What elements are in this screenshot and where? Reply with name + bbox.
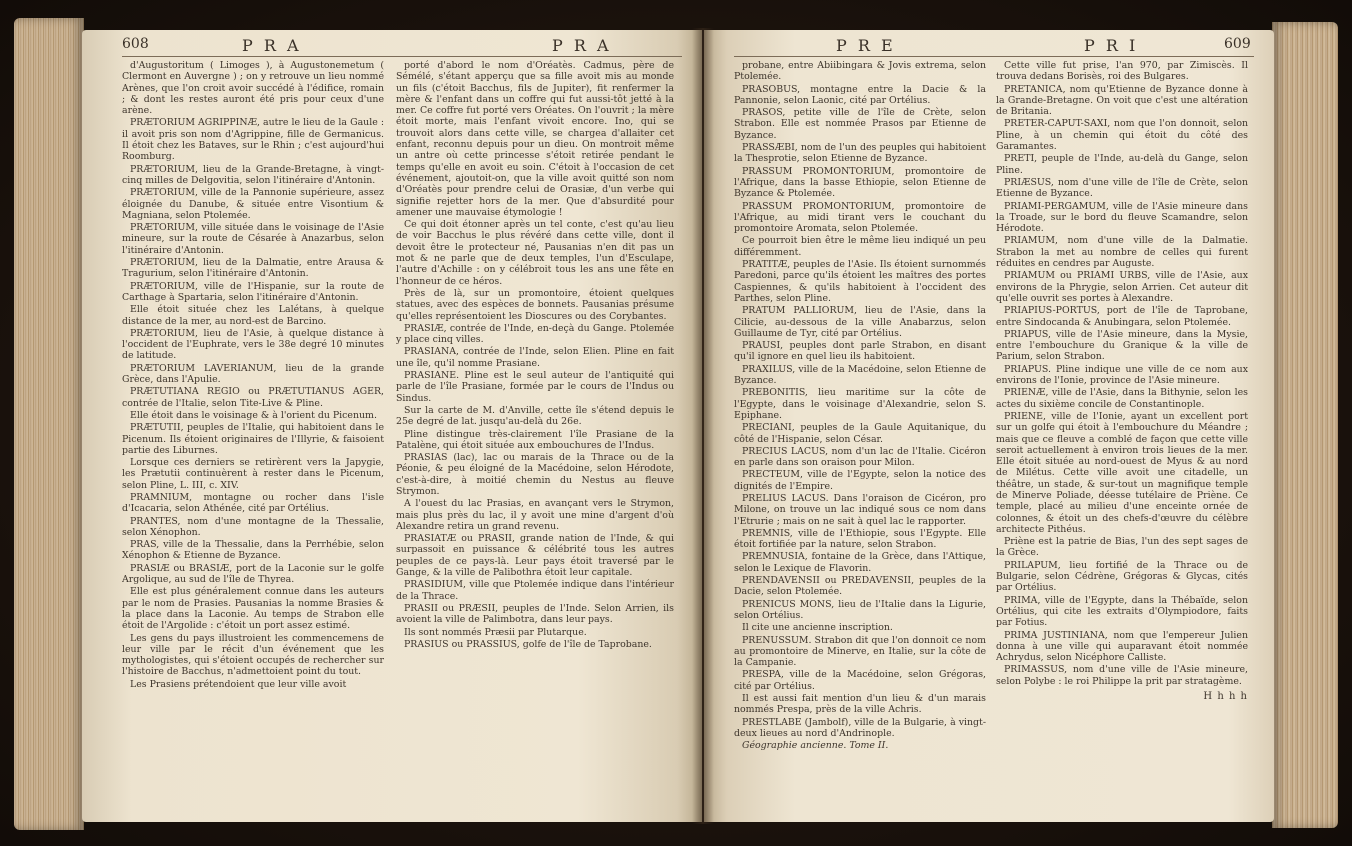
entry-paragraph: PRIMASSUS, nom d'une ville de l'Asie mineure, selon Polybe : le roi Philippe la prit par stratagème. bbox=[996, 664, 1248, 687]
entry-paragraph: Ce qui doit étonner après un tel conte, c'est qu'au lieu de voir Bacchus le plus révéré dans cette ville, dont il devoit être le protecteur né, Pausanias n'en dit pas un mot & ne parle que de deux temples, l'un d'Esculape, l'autre d'Achille : on y célébroit tous les ans une fête en l'honneur de ce héros. bbox=[396, 219, 674, 287]
entry-paragraph: PRIMA JUSTINIANA, nom que l'empereur Julien donna à une ville qui auparavant étoit nommée Achrydus, selon Nicéphore Calliste. bbox=[996, 629, 1248, 664]
entry-paragraph: Elle est plus généralement connue dans les auteurs par le nom de Prasies. Pausanias la nomme Brasies & la place dans la Laconie. Au temps de Strabon elle étoit de l'Argolide : c'étoit un port assez estimé. bbox=[122, 586, 384, 632]
entry-paragraph: PRASIAS (lac), lac ou marais de la Thrace ou de la Péonie, & peu éloigné de la Macédoine, selon Hérodote, c'est-à-dire, à moitié chemin du Nestus au fleuve Strymon. bbox=[396, 452, 674, 497]
entry-paragraph: PRÆTORIUM, ville de l'Hispanie, sur la route de Carthage à Spartaria, selon l'itinéraire d'Antonin. bbox=[122, 280, 384, 303]
entry-paragraph: PRENUSSUM. Strabon dit que l'on donnoit ce nom au promontoire de Minerve, en Italie, sur la côte de la Campanie. bbox=[734, 634, 986, 669]
entry-paragraph: porté d'abord le nom d'Oréatès. Cadmus, père de Sémélé, s'étant apperçu que sa fille avoit mis au monde un fils (c'étoit Bacchus, fils de Jupiter), fit renfermer la mère & l'enfant dans un coffre qui fut aussi-tôt jetté à la mer. Ce coffre fut porté vers Oréates. On l'ouvrit ; la mère étoit morte, mais l'enfant vivoit encore. Ino, qui se trouvoit alors dans cette ville, se chargea d'allaiter cet enfant, reconnu depuis pour un dieu. On montroit même un antre où cette princesse s'étoit retirée pendant le temps qu'elle en avoit eu soin. C'étoit à l'occasion de cet événement, ajoutoit-on, que la ville avoit quitté son nom d'Oréatès pour prendre celui de Orasiæ, d'un verbe qui signifie rejetter hors de la mer. Que d'absurdité pour amener une mauvaise étymologie ! bbox=[396, 60, 674, 218]
left-page-edges bbox=[14, 18, 84, 830]
running-head-left-col1: P R A bbox=[242, 36, 302, 55]
entry-paragraph: PRASIÆ, contrée de l'Inde, en-deçà du Gange. Ptolemée y place cinq villes. bbox=[396, 322, 674, 346]
entry-paragraph: PRÆTORIUM, ville située dans le voisinage de l'Asie mineure, sur la route de Césarée à Anazarbus, selon l'itinéraire d'Antonin. bbox=[122, 222, 384, 256]
entry-paragraph: PRECIANI, peuples de la Gaule Aquitanique, du côté de l'Hispanie, selon César. bbox=[734, 422, 986, 445]
entry-paragraph: PRIAPIUS-PORTUS, port de l'île de Taprobane, entre Sindocanda & Anubingara, selon Ptolemée. bbox=[996, 305, 1248, 328]
entry-paragraph: PRASOBUS, montagne entre la Dacie & la Pannonie, selon Laonic, cité par Ortélius. bbox=[734, 83, 986, 106]
entry-paragraph: PRATUM PALLIORUM, lieu de l'Asie, dans la Cilicie, au-dessous de la ville Anabarzus, selon Guillaume de Tyr, cité par Ortélius. bbox=[734, 305, 986, 339]
left-page bbox=[82, 30, 702, 822]
right-page-column-1 bbox=[734, 60, 986, 812]
entry-paragraph: Sur la carte de M. d'Anville, cette île s'étend depuis le 25e degré de lat. jusqu'au-delà du 26e. bbox=[396, 404, 674, 428]
entry-paragraph: d'Augustoritum ( Limoges ), à Augustonemetum ( Clermont en Auvergne ) ; on y retrouve un lieu nommé Arènes, que l'on croit avoir succédé à l'édifice, romain ; & dont les restes auront été pris pour ceux d'une arène. bbox=[122, 60, 384, 117]
entry-paragraph: PRECTEUM, ville de l'Egypte, selon la notice des dignités de l'Empire. bbox=[734, 469, 986, 492]
entry-paragraph: Il est aussi fait mention d'un lieu & d'un marais nommés Prespa, près de la ville Achris. bbox=[734, 693, 986, 716]
entry-paragraph: PRANTES, nom d'une montagne de la Thessalie, selon Xénophon. bbox=[122, 515, 384, 538]
entry-paragraph: PRILAPUM, lieu fortifié de la Thrace ou de Bulgarie, selon Cédrène, Grégoras & Glycas, cités par Ortélius. bbox=[996, 559, 1248, 594]
entry-paragraph: PRIENE, ville de l'Ionie, ayant un excellent port sur un golfe qui étoit à l'embouchure du Méandre ; mais que ce fleuve a comblé de façon que cette ville seroit actuellement à environ trois lieues de la mer. Elle étoit située au nord-ouest de Myus & au nord de Milétus. Cette ville avoit une citadelle, un théâtre, un stade, & sur-tout un magnifique temple de Minerve Poliade, déesse tutélaire de Priène. Ce temple, placé au milieu d'une enceinte ornée de colonnes, & étoit un des chefs-d'œuvre du célèbre architecte Pithéus. bbox=[996, 410, 1248, 535]
entry-paragraph: PRASIDIUM, ville que Ptolemée indique dans l'intérieur de la Thrace. bbox=[396, 579, 674, 602]
entry-paragraph: PRIAPUS. Pline indique une ville de ce nom aux environs de l'Ionie, province de l'Asie mineure. bbox=[996, 363, 1248, 387]
right-col1-text bbox=[734, 60, 986, 739]
entry-paragraph: Ils sont nommés Præsii par Plutarque. bbox=[404, 626, 587, 638]
entry-paragraph: PRÆTORIUM, lieu de la Grande-Bretagne, à vingt-cinq milles de Delgovitia, selon l'itinéraire d'Antonin. bbox=[122, 163, 384, 186]
entry-paragraph: PRIMA, ville de l'Egypte, dans la Thébaïde, selon Ortélius, qui cite les extraits d'Olympiodore, faits par Fotius. bbox=[996, 594, 1248, 629]
entry-paragraph: PRÆTORIUM LAVERIANUM, lieu de la grande Grèce, dans l'Apulie. bbox=[122, 362, 384, 386]
entry-paragraph: Ce pourroit bien être le même lieu indiqué un peu différemment. bbox=[734, 235, 986, 258]
entry-paragraph: Près de là, sur un promontoire, étoient quelques statues, avec des espèces de bonnets. Pausanias présume qu'elles représentoient les Dioscures ou des Corybantes. bbox=[396, 287, 674, 322]
entry-paragraph: PRESTLABE (Jambolf), ville de la Bulgarie, à vingt-deux lieues au nord d'Andrinople. bbox=[734, 716, 986, 739]
entry-paragraph: PRAUSI, peuples dont parle Strabon, en disant qu'il ignore en quel lieu ils habitoient. bbox=[734, 340, 986, 363]
entry-paragraph: PRETER-CAPUT-SAXI, nom que l'on donnoit, selon Pline, à un chemin qui étoit du côté des Garamantes. bbox=[996, 118, 1248, 153]
entry-paragraph: PRIAMUM, nom d'une ville de la Dalmatie. Strabon la met au nombre de celles qui furent réduites en cendres par Auguste. bbox=[996, 235, 1248, 270]
volume-footer: Géographie ancienne. Tome II. bbox=[742, 740, 889, 752]
entry-paragraph: PRASIATÆ ou PRASII, grande nation de l'Inde, & qui surpassoit en puissance & célébrité tous les autres peuples de ce pays-là. Leur pays étoit traversé par le Gange, & la ville de Palibothra étoit leur capitale. bbox=[396, 533, 674, 579]
entry-paragraph: PRASIANE. Pline est le seul auteur de l'antiquité qui parle de l'île Prasiane, formée par le cours de l'Indus ou Sindus. bbox=[396, 370, 674, 404]
entry-paragraph: PRÆTORIUM, lieu de l'Asie, à quelque distance à l'occident de l'Euphrate, vers le 38e degré 10 minutes de latitude. bbox=[122, 327, 384, 362]
entry-paragraph: PRASOS, petite ville de l'île de Crète, selon Strabon. Elle est nommée Prasos par Etienne de Byzance. bbox=[734, 107, 986, 141]
entry-paragraph: PRIAMUM ou PRIAMI URBS, ville de l'Asie, aux environs de la Phrygie, selon Arrien. Cet auteur dit qu'elle ouvrit ses portes à Alexandre. bbox=[996, 270, 1248, 304]
entry-paragraph: A l'ouest du lac Prasias, en avançant vers le Strymon, mais plus près du lac, il y avoit une mine d'argent d'où Alexandre retira un grand revenu. bbox=[396, 498, 674, 532]
entry-paragraph: PRETANICA, nom qu'Etienne de Byzance donne à la Grande-Bretagne. On voit que c'est une altération de Britania. bbox=[996, 83, 1248, 118]
entry-paragraph: PRASSUM PROMONTORIUM, promontoire de l'Afrique, au midi tirant vers le couchant du promontoire Aromata, selon Ptolemée. bbox=[734, 200, 986, 235]
entry-paragraph: PRAMNIUM, montagne ou rocher dans l'isle d'Icacaria, selon Athénée, cité par Ortélius. bbox=[122, 491, 384, 515]
entry-paragraph: PRIENÆ, ville de l'Asie, dans la Bithynie, selon les actes du sixième concile de Constantinople. bbox=[996, 387, 1248, 410]
header-rule bbox=[734, 56, 1254, 57]
right-page-column-2 bbox=[996, 60, 1248, 812]
entry-paragraph: PRÆTUTII, peuples de l'Italie, qui habitoient dans le Picenum. Ils étoient originaires de l'Illyrie, & faisoient partie des Liburnes. bbox=[122, 422, 384, 456]
entry-paragraph: PRIAMI-PERGAMUM, ville de l'Asie mineure dans la Troade, sur le bord du fleuve Scamandre, selon Hérodote. bbox=[996, 200, 1248, 235]
entry-paragraph: PRECIUS LACUS, nom d'un lac de l'Italie. Cicéron en parle dans son oraison pour Milon. bbox=[734, 445, 986, 469]
entry-paragraph: Elle étoit située chez les Lalétans, à quelque distance de la mer, au nord-est de Barcino. bbox=[122, 304, 384, 327]
entry-paragraph: PREBONITIS, lieu maritime sur la côte de l'Egypte, dans le voisinage d'Alexandrie, selon S. Epiphane. bbox=[734, 387, 986, 421]
running-head-right-col2: P R I bbox=[1084, 36, 1139, 55]
entry-paragraph: PRÆTUTIANA REGIO ou PRÆTUTIANUS AGER, contrée de l'Italie, selon Tite-Live & Pline. bbox=[122, 386, 384, 409]
entry-paragraph: PRÆTORIUM, ville de la Pannonie supérieure, assez éloignée du Danube, & située entre Visontium & Magniana, selon Ptolemée. bbox=[122, 187, 384, 221]
entry-paragraph: Les Prasiens prétendoient que leur ville avoit bbox=[130, 678, 347, 690]
entry-paragraph: PRASSÆBI, nom de l'un des peuples qui habitoient la Thesprotie, selon Etienne de Byzance. bbox=[734, 142, 986, 165]
header-rule bbox=[122, 56, 682, 57]
left-page-column-1 bbox=[122, 60, 384, 812]
entry-paragraph: Il cite une ancienne inscription. bbox=[742, 622, 893, 634]
signature-mark: H h h h bbox=[1203, 691, 1248, 703]
entry-paragraph: PRASIANA, contrée de l'Inde, selon Elien. Pline en fait une île, qu'il nomme Prasiane. bbox=[396, 346, 674, 369]
entry-paragraph: PRÆTORIUM, lieu de la Dalmatie, entre Arausa & Tragurium, selon l'itinéraire d'Antonin. bbox=[122, 257, 384, 280]
entry-paragraph: Pline distingue très-clairement l'île Prasiane de la Patalène, qui étoit située aux embouchures de l'Indus. bbox=[396, 428, 674, 451]
entry-paragraph: PRENDAVENSII ou PREDAVENSII, peuples de la Dacie, selon Ptolemée. bbox=[734, 575, 986, 598]
running-head-left-col2: P R A bbox=[552, 36, 612, 55]
entry-paragraph: PRASIUS ou PRASSIUS, golfe de l'île de Taprobane. bbox=[404, 638, 652, 650]
entry-paragraph: PRAXILUS, ville de la Macédoine, selon Etienne de Byzance. bbox=[734, 363, 986, 387]
right-col2-text bbox=[996, 60, 1248, 687]
entry-paragraph: Lorsque ces derniers se retirèrent vers la Japygie, les Prætutii continuèrent à rester dans le Picenum, selon Pline, L. III, c. XIV. bbox=[122, 457, 384, 491]
page-number-right: 609 bbox=[1224, 36, 1251, 52]
entry-paragraph: PRENICUS MONS, lieu de l'Italie dans la Ligurie, selon Ortélius. bbox=[734, 598, 986, 621]
entry-paragraph: PRATITÆ, peuples de l'Asie. Ils étoient surnommés Paredoni, parce qu'ils étoient les maîtres des portes Caspiennes, & qu'ils habitoient à l'occident des Parthes, selon Pline. bbox=[734, 259, 986, 304]
entry-paragraph: PRÆTORIUM AGRIPPINÆ, autre le lieu de la Gaule : il avoit pris son nom d'Agrippine, fille de Germanicus. Il étoit chez les Bataves, sur le Rhin ; c'est aujourd'hui Roomburg. bbox=[122, 117, 384, 163]
entry-paragraph: Cette ville fut prise, l'an 970, par Zimiscès. Il trouva dedans Borisès, roi des Bulgares. bbox=[996, 60, 1248, 83]
entry-paragraph: PREMNUSIA, fontaine de la Grèce, dans l'Attique, selon le Lexique de Flavorin. bbox=[734, 551, 986, 574]
right-page-edges bbox=[1272, 22, 1338, 828]
entry-paragraph: PRELIUS LACUS. Dans l'oraison de Cicéron, pro Milone, on trouve un lac indiqué sous ce nom dans l'Etrurie ; mais on ne sait à quel lac le rapporter. bbox=[734, 492, 986, 527]
running-head-right-col1: P R E bbox=[836, 36, 896, 55]
entry-paragraph: PRASSUM PROMONTORIUM, promontoire de l'Afrique, dans la basse Ethiopie, selon Etienne de Byzance & Ptolemée. bbox=[734, 165, 986, 200]
entry-paragraph: PRIAPUS, ville de l'Asie mineure, dans la Mysie, entre l'embouchure du Granique & la ville de Parium, selon Strabon. bbox=[996, 328, 1248, 363]
entry-paragraph: PREMNIS, ville de l'Ethiopie, sous l'Egypte. Elle étoit fortifiée par la nature, selon Strabon. bbox=[734, 527, 986, 551]
entry-paragraph: PRAS, ville de la Thessalie, dans la Perrhébie, selon Xénophon & Etienne de Byzance. bbox=[122, 539, 384, 562]
entry-paragraph: PRETI, peuple de l'Inde, au-delà du Gange, selon Pline. bbox=[996, 153, 1248, 176]
entry-paragraph: PRASII ou PRÆSII, peuples de l'Inde. Selon Arrien, ils avoient la ville de Palimbotra, dans leur pays. bbox=[396, 602, 674, 626]
entry-paragraph: PRASIÆ ou BRASIÆ, port de la Laconie sur le golfe Argolique, au sud de l'île de Thyrea. bbox=[122, 562, 384, 586]
entry-paragraph: Elle étoit dans le voisinage & à l'orient du Picenum. bbox=[130, 409, 377, 421]
entry-paragraph: probane, entre Abiibingara & Jovis extrema, selon Ptolemée. bbox=[734, 60, 986, 83]
entry-paragraph: PRIÆSUS, nom d'une ville de l'île de Crète, selon Etienne de Byzance. bbox=[996, 176, 1248, 200]
entry-paragraph: PRESPA, ville de la Macédoine, selon Grégoras, cité par Ortélius. bbox=[734, 669, 986, 692]
page-number-left: 608 bbox=[122, 36, 149, 52]
right-page bbox=[704, 30, 1274, 822]
entry-paragraph: Priène est la patrie de Bias, l'un des sept sages de la Grèce. bbox=[996, 536, 1248, 559]
left-page-column-2 bbox=[396, 60, 674, 812]
entry-paragraph: Les gens du pays illustroient les commencemens de leur ville par le récit d'un événement que les mythologistes, qui s'étoient occupés de rechercher sur l'histoire de Bacchus, n'admettoient point du tout. bbox=[122, 632, 384, 678]
